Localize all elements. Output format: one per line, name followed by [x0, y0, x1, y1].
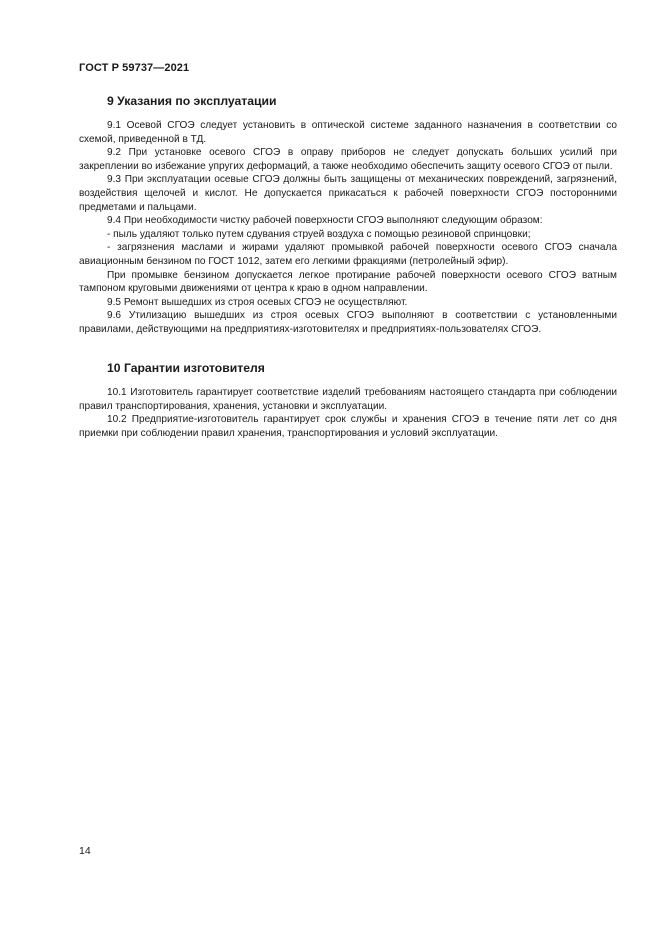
paragraph-9-1: 9.1 Осевой СГОЭ следует установить в оптической системе заданного назначения в соответствии со схемой, приведенной в ТД.: [79, 120, 617, 145]
page-number: 14: [79, 845, 91, 857]
section-9: [79, 93, 617, 337]
paragraph-10-1: 10.1 Изготовитель гарантирует соответствие изделий требованиям настоящего стандарта при соблюдении правил транспортирования, хранения, установки и эксплуатации.: [79, 387, 617, 412]
list-item-dust: - пыль удаляют только путем сдувания струей воздуха с помощью резиновой спринцовки;: [107, 228, 531, 240]
section-10: [79, 360, 617, 440]
paragraph-9-2: 9.2 При установке осевого СГОЭ в оправу приборов не следует допускать больших усилий при закреплении во избежание упругих деформаций, а также необходимо обеспечить защиту осевого СГОЭ от пыли.: [79, 147, 617, 172]
paragraph-9-3: 9.3 При эксплуатации осевые СГОЭ должны быть защищены от механических повреждений, загрязнений, воздействия щелочей и кислот. Не допускается прикасаться к рабочей поверхности СГОЭ посторонними предметами и пальцами.: [79, 174, 617, 213]
section-9-title: 9 Указания по эксплуатации: [107, 94, 277, 108]
paragraph-gasoline-wash: При промывке бензином допускается легкое протирание рабочей поверхности осевого СГОЭ ватным тампоном круговыми движениями от центра к краю в одном направлении.: [79, 269, 617, 295]
document-header: ГОСТ Р 59737—2021: [79, 62, 190, 74]
section-10-title: 10 Гарантии изготовителя: [107, 361, 265, 375]
paragraph-9-6: 9.6 Утилизацию вышедших из строя осевых СГОЭ выполняют в соответствии с установленными правилами, действующими на предприятиях-изготовителях и предприятиях-пользователях СГОЭ.: [79, 310, 617, 335]
paragraph-10-2: 10.2 Предприятие-изготовитель гарантирует срок службы и хранения СГОЭ в течение пяти лет со дня приемки при соблюдении правил хранения, транспортирования и условий эксплуатации.: [79, 414, 617, 439]
paragraph-9-5: 9.5 Ремонт вышедших из строя осевых СГОЭ не осуществляют.: [107, 296, 408, 308]
paragraph-9-4: 9.4 При необходимости чистку рабочей поверхности СГОЭ выполняют следующим образом:: [107, 215, 543, 227]
list-item-oil: - загрязнения маслами и жирами удаляют промывкой рабочей поверхности осевого СГОЭ сначала авиационным бензином по ГОСТ 1012, затем его легкими фракциями (петролейный эфир).: [79, 242, 617, 267]
